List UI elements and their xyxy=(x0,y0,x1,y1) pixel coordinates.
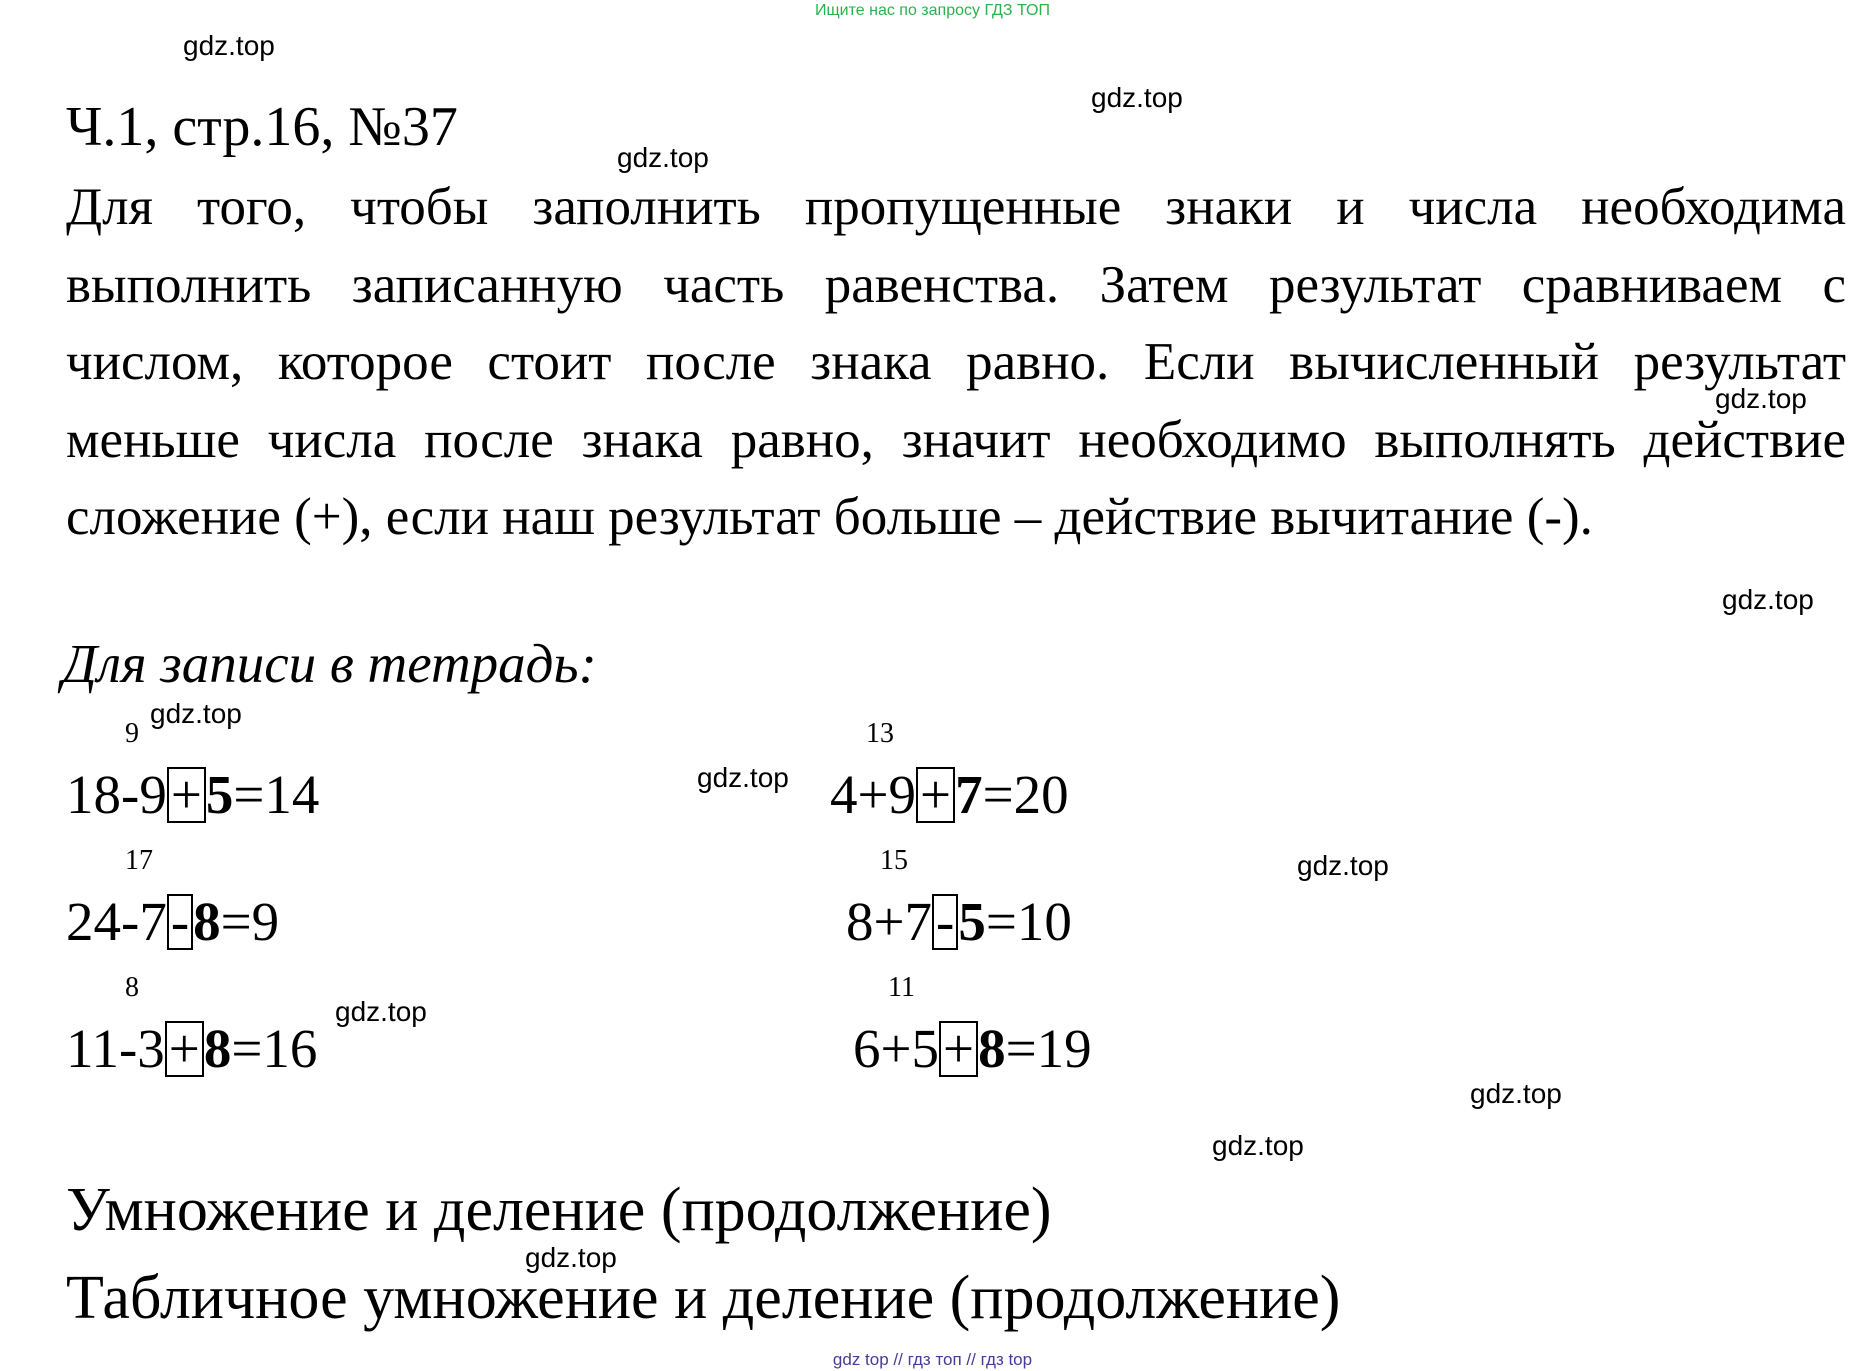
sign-box: + xyxy=(165,1021,204,1077)
section-heading-1: Умножение и деление (продолжение) xyxy=(66,1176,1052,1244)
hint-number: 11 xyxy=(888,972,915,1003)
watermark: gdz.top xyxy=(1470,1078,1562,1109)
explanation-paragraph: Для того, чтобы заполнить пропущенные знаки и числа необходима выполнить записанную часть равенства. Затем результат сравниваем с числом, которое стоит после знака равно. Если вычисленный результат меньше числа после знака равно, значит необходимо выполнять действие сложение (+), если наш результат больше – действие вычитание (-). xyxy=(66,178,1846,546)
equation-left: 24-7 xyxy=(66,891,167,952)
equation-right: =20 xyxy=(982,764,1069,825)
watermark: gdz.top xyxy=(525,1242,617,1273)
equation-right: =9 xyxy=(220,891,280,952)
sign-box: + xyxy=(916,767,955,823)
missing-number: 8 xyxy=(978,1018,1006,1079)
watermark: gdz.top xyxy=(697,762,789,793)
section-heading-2: Табличное умножение и деление (продолжение) xyxy=(66,1264,1341,1332)
sign-box: - xyxy=(932,894,958,950)
page-title: Ч.1, стр.16, №37 xyxy=(66,96,458,158)
missing-number: 7 xyxy=(955,764,983,825)
watermark: gdz.top xyxy=(1722,584,1814,615)
sign-box: + xyxy=(939,1021,978,1077)
watermark: gdz.top xyxy=(1212,1130,1304,1161)
watermark: gdz.top xyxy=(1715,383,1807,414)
hint-number: 17 xyxy=(125,845,153,876)
missing-number: 8 xyxy=(193,891,221,952)
equation-6 xyxy=(853,1016,1092,1082)
watermark: gdz.top xyxy=(617,142,709,173)
top-banner: Ищите нас по запросу ГДЗ ТОП xyxy=(815,2,1050,19)
equation-right: =19 xyxy=(1005,1018,1092,1079)
missing-number: 5 xyxy=(205,764,234,825)
missing-number: 8 xyxy=(203,1018,232,1079)
equation-left: 6+5 xyxy=(853,1018,940,1079)
equation-left: 18-9 xyxy=(66,764,167,825)
equation-left: 4+9 xyxy=(830,764,917,825)
hint-number: 8 xyxy=(125,972,139,1003)
watermark: gdz.top xyxy=(183,30,275,61)
watermark: gdz.top xyxy=(1091,82,1183,113)
equation-1 xyxy=(66,762,319,828)
equation-right: =16 xyxy=(231,1018,318,1079)
missing-number: 5 xyxy=(958,891,986,952)
equation-right: =10 xyxy=(985,891,1072,952)
equation-5 xyxy=(66,1016,317,1082)
watermark: gdz.top xyxy=(335,996,427,1027)
hint-number: 13 xyxy=(866,718,894,749)
watermark: gdz.top xyxy=(150,698,242,729)
sign-box: + xyxy=(167,767,206,823)
equation-left: 8+7 xyxy=(846,891,933,952)
equation-4 xyxy=(846,889,1072,955)
footer-links: gdz top // гдз топ // гдз top xyxy=(832,1350,1033,1369)
hint-number: 15 xyxy=(880,845,908,876)
equation-right: =14 xyxy=(233,764,320,825)
equation-left: 11-3 xyxy=(66,1018,165,1079)
equation-2 xyxy=(830,762,1069,828)
equation-3 xyxy=(66,889,279,955)
sign-box: - xyxy=(167,894,193,950)
notebook-label: Для записи в тетрадь: xyxy=(62,633,597,694)
hint-number: 9 xyxy=(125,718,139,749)
watermark: gdz.top xyxy=(1297,850,1389,881)
